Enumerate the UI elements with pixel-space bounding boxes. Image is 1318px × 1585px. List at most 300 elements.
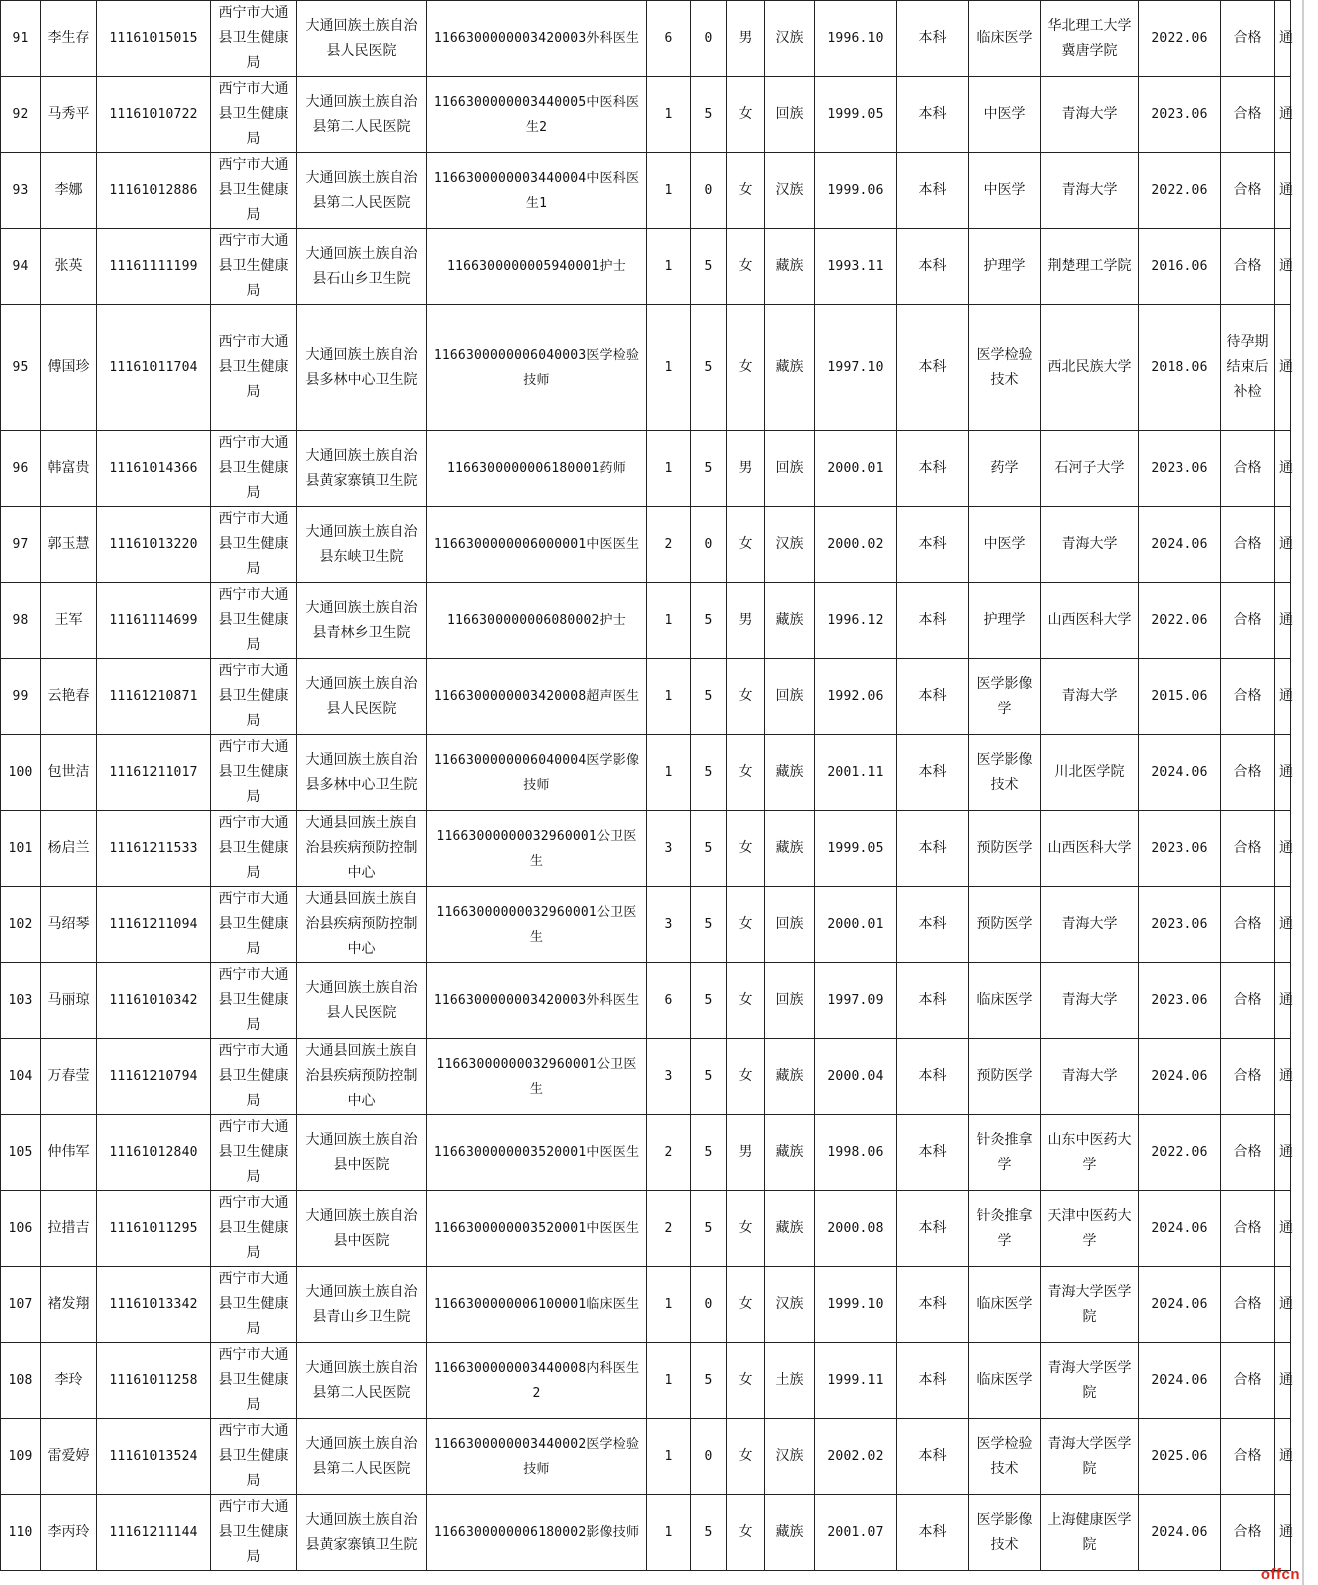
cell-education: 本科 — [897, 887, 969, 963]
cell-ethnicity: 回族 — [765, 659, 815, 735]
cell-truncated: 通 — [1275, 1495, 1291, 1571]
cell-graduation: 2024.06 — [1139, 1191, 1221, 1267]
cell-education: 本科 — [897, 1, 969, 77]
cell-unit: 大通回族土族自治县第二人民医院 — [297, 153, 427, 229]
cell-major: 针灸推拿学 — [969, 1191, 1041, 1267]
cell-post: 1166300000003440005中医科医生2 — [427, 77, 647, 153]
cell-seq: 100 — [1, 735, 41, 811]
cell-exam-no: 11161211094 — [97, 887, 211, 963]
cell-unit: 大通回族土族自治县第二人民医院 — [297, 77, 427, 153]
cell-post: 1166300000006000001中医医生 — [427, 507, 647, 583]
cell-unit: 大通回族土族自治县黄家寨镇卫生院 — [297, 1495, 427, 1571]
cell-department: 西宁市大通县卫生健康局 — [211, 1343, 297, 1419]
cell-exam-no: 11161013220 — [97, 507, 211, 583]
cell-major: 药学 — [969, 431, 1041, 507]
cell-school: 青海大学 — [1041, 659, 1139, 735]
cell-plan-count: 1 — [647, 431, 691, 507]
table-row — [1, 735, 1291, 811]
cell-exam-no: 11161211144 — [97, 1495, 211, 1571]
cell-unit: 大通县回族土族自治县疾病预防控制中心 — [297, 887, 427, 963]
cell-name: 李丙玲 — [41, 1495, 97, 1571]
cell-exam-no: 11161114699 — [97, 583, 211, 659]
cell-school: 山西医科大学 — [1041, 583, 1139, 659]
cell-truncated: 通 — [1275, 1039, 1291, 1115]
cell-major: 预防医学 — [969, 887, 1041, 963]
cell-check-result: 合格 — [1221, 1343, 1275, 1419]
cell-check-result: 合格 — [1221, 1419, 1275, 1495]
cell-extra-score: 5 — [691, 229, 727, 305]
cell-truncated: 通 — [1275, 1267, 1291, 1343]
cell-plan-count: 1 — [647, 1419, 691, 1495]
cell-graduation: 2023.06 — [1139, 887, 1221, 963]
cell-education: 本科 — [897, 811, 969, 887]
cell-graduation: 2023.06 — [1139, 963, 1221, 1039]
cell-unit: 大通回族土族自治县人民医院 — [297, 963, 427, 1039]
cell-name: 张英 — [41, 229, 97, 305]
cell-ethnicity: 汉族 — [765, 1, 815, 77]
cell-school: 青海大学 — [1041, 77, 1139, 153]
cell-check-result: 合格 — [1221, 507, 1275, 583]
cell-birth: 1992.06 — [815, 659, 897, 735]
cell-school: 青海大学医学院 — [1041, 1419, 1139, 1495]
cell-truncated: 通 — [1275, 229, 1291, 305]
cell-major: 针灸推拿学 — [969, 1115, 1041, 1191]
cell-exam-no: 11161014366 — [97, 431, 211, 507]
cell-exam-no: 11161012886 — [97, 153, 211, 229]
cell-name: 云艳春 — [41, 659, 97, 735]
cell-ethnicity: 藏族 — [765, 1115, 815, 1191]
cell-education: 本科 — [897, 229, 969, 305]
cell-post: 1166300000006100001临床医生 — [427, 1267, 647, 1343]
cell-gender: 女 — [727, 735, 765, 811]
cell-truncated: 通 — [1275, 1115, 1291, 1191]
cell-gender: 女 — [727, 963, 765, 1039]
cell-post: 1166300000006040003医学检验技师 — [427, 305, 647, 431]
cell-gender: 女 — [727, 1039, 765, 1115]
cell-birth: 1999.05 — [815, 77, 897, 153]
cell-school: 青海大学 — [1041, 963, 1139, 1039]
cell-department: 西宁市大通县卫生健康局 — [211, 1419, 297, 1495]
cell-extra-score: 5 — [691, 735, 727, 811]
cell-name: 李娜 — [41, 153, 97, 229]
cell-post: 1166300000003520001中医医生 — [427, 1191, 647, 1267]
cell-name: 雷爱婷 — [41, 1419, 97, 1495]
cell-department: 西宁市大通县卫生健康局 — [211, 735, 297, 811]
cell-education: 本科 — [897, 1343, 969, 1419]
cell-truncated: 通 — [1275, 305, 1291, 431]
cell-school: 青海大学 — [1041, 507, 1139, 583]
cell-education: 本科 — [897, 153, 969, 229]
cell-gender: 女 — [727, 1267, 765, 1343]
cell-school: 青海大学 — [1041, 887, 1139, 963]
cell-graduation: 2016.06 — [1139, 229, 1221, 305]
cell-birth: 2000.08 — [815, 1191, 897, 1267]
cell-major: 医学检验技术 — [969, 305, 1041, 431]
cell-department: 西宁市大通县卫生健康局 — [211, 1191, 297, 1267]
cell-education: 本科 — [897, 963, 969, 1039]
cell-graduation: 2024.06 — [1139, 1495, 1221, 1571]
cell-name: 马丽琼 — [41, 963, 97, 1039]
cell-exam-no: 11161011295 — [97, 1191, 211, 1267]
cell-education: 本科 — [897, 659, 969, 735]
cell-plan-count: 1 — [647, 77, 691, 153]
cell-graduation: 2024.06 — [1139, 1267, 1221, 1343]
cell-graduation: 2024.06 — [1139, 735, 1221, 811]
table-row — [1, 811, 1291, 887]
table-row — [1, 305, 1291, 431]
cell-education: 本科 — [897, 431, 969, 507]
cell-extra-score: 5 — [691, 1343, 727, 1419]
table-row — [1, 1495, 1291, 1571]
table-row — [1, 431, 1291, 507]
cell-school: 山东中医药大学 — [1041, 1115, 1139, 1191]
table-row — [1, 77, 1291, 153]
cell-graduation: 2025.06 — [1139, 1419, 1221, 1495]
cell-plan-count: 1 — [647, 153, 691, 229]
cell-exam-no: 11161013524 — [97, 1419, 211, 1495]
cell-post: 1166300000003420003外科医生 — [427, 1, 647, 77]
cell-unit: 大通回族土族自治县石山乡卫生院 — [297, 229, 427, 305]
cell-major: 临床医学 — [969, 1, 1041, 77]
cell-name: 褚发翔 — [41, 1267, 97, 1343]
cell-graduation: 2015.06 — [1139, 659, 1221, 735]
cell-department: 西宁市大通县卫生健康局 — [211, 963, 297, 1039]
cell-name: 李玲 — [41, 1343, 97, 1419]
cell-name: 仲伟军 — [41, 1115, 97, 1191]
cell-major: 临床医学 — [969, 963, 1041, 1039]
cell-truncated: 通 — [1275, 963, 1291, 1039]
cell-education: 本科 — [897, 735, 969, 811]
cell-name: 韩富贵 — [41, 431, 97, 507]
cell-extra-score: 0 — [691, 153, 727, 229]
cell-seq: 94 — [1, 229, 41, 305]
cell-birth: 2001.07 — [815, 1495, 897, 1571]
cell-birth: 1997.09 — [815, 963, 897, 1039]
table-row — [1, 659, 1291, 735]
cell-extra-score: 5 — [691, 1495, 727, 1571]
table-row — [1, 507, 1291, 583]
cell-exam-no: 11161210794 — [97, 1039, 211, 1115]
cell-name: 郭玉慧 — [41, 507, 97, 583]
cell-school: 青海大学医学院 — [1041, 1267, 1139, 1343]
cell-seq: 105 — [1, 1115, 41, 1191]
cell-seq: 97 — [1, 507, 41, 583]
watermark-logo: offcn — [1260, 1566, 1300, 1583]
cell-ethnicity: 回族 — [765, 77, 815, 153]
cell-check-result: 合格 — [1221, 229, 1275, 305]
cell-birth: 1996.10 — [815, 1, 897, 77]
cell-graduation: 2022.06 — [1139, 1115, 1221, 1191]
cell-check-result: 合格 — [1221, 811, 1275, 887]
cell-gender: 女 — [727, 811, 765, 887]
cell-ethnicity: 藏族 — [765, 305, 815, 431]
cell-education: 本科 — [897, 1419, 969, 1495]
cell-truncated: 通 — [1275, 811, 1291, 887]
cell-school: 西北民族大学 — [1041, 305, 1139, 431]
cell-seq: 99 — [1, 659, 41, 735]
cell-plan-count: 2 — [647, 507, 691, 583]
cell-ethnicity: 回族 — [765, 887, 815, 963]
cell-education: 本科 — [897, 77, 969, 153]
cell-graduation: 2024.06 — [1139, 1039, 1221, 1115]
cell-birth: 1993.11 — [815, 229, 897, 305]
cell-school: 石河子大学 — [1041, 431, 1139, 507]
cell-unit: 大通回族土族自治县东峡卫生院 — [297, 507, 427, 583]
cell-gender: 男 — [727, 1115, 765, 1191]
cell-seq: 103 — [1, 963, 41, 1039]
cell-unit: 大通回族土族自治县黄家寨镇卫生院 — [297, 431, 427, 507]
cell-ethnicity: 汉族 — [765, 1267, 815, 1343]
cell-extra-score: 5 — [691, 1115, 727, 1191]
cell-post: 1166300000006040004医学影像技师 — [427, 735, 647, 811]
cell-graduation: 2023.06 — [1139, 811, 1221, 887]
cell-extra-score: 5 — [691, 659, 727, 735]
cell-plan-count: 1 — [647, 583, 691, 659]
cell-extra-score: 0 — [691, 1419, 727, 1495]
cell-extra-score: 0 — [691, 1267, 727, 1343]
cell-exam-no: 11161013342 — [97, 1267, 211, 1343]
cell-education: 本科 — [897, 1039, 969, 1115]
cell-major: 护理学 — [969, 229, 1041, 305]
cell-extra-score: 5 — [691, 1191, 727, 1267]
cell-check-result: 待孕期结束后补检 — [1221, 305, 1275, 431]
cell-birth: 1999.05 — [815, 811, 897, 887]
cell-education: 本科 — [897, 1115, 969, 1191]
cell-school: 天津中医药大学 — [1041, 1191, 1139, 1267]
cell-truncated: 通 — [1275, 153, 1291, 229]
cell-truncated: 通 — [1275, 1, 1291, 77]
cell-education: 本科 — [897, 583, 969, 659]
cell-post: 1166300000003420008超声医生 — [427, 659, 647, 735]
cell-truncated: 通 — [1275, 1191, 1291, 1267]
cell-post: 1166300000006180001药师 — [427, 431, 647, 507]
cell-extra-score: 5 — [691, 887, 727, 963]
cell-school: 荆楚理工学院 — [1041, 229, 1139, 305]
cell-education: 本科 — [897, 305, 969, 431]
cell-unit: 大通回族土族自治县人民医院 — [297, 659, 427, 735]
cell-plan-count: 1 — [647, 1267, 691, 1343]
cell-ethnicity: 回族 — [765, 963, 815, 1039]
cell-ethnicity: 汉族 — [765, 153, 815, 229]
cell-exam-no: 11161211533 — [97, 811, 211, 887]
cell-truncated: 通 — [1275, 507, 1291, 583]
cell-graduation: 2023.06 — [1139, 431, 1221, 507]
table-row — [1, 1, 1291, 77]
cell-major: 医学影像技术 — [969, 735, 1041, 811]
cell-unit: 大通县回族土族自治县疾病预防控制中心 — [297, 811, 427, 887]
cell-gender: 女 — [727, 77, 765, 153]
cell-post: 1166300000003440002医学检验技师 — [427, 1419, 647, 1495]
cell-department: 西宁市大通县卫生健康局 — [211, 77, 297, 153]
cell-unit: 大通回族土族自治县第二人民医院 — [297, 1419, 427, 1495]
cell-name: 万春莹 — [41, 1039, 97, 1115]
cell-unit: 大通回族土族自治县青山乡卫生院 — [297, 1267, 427, 1343]
cell-plan-count: 3 — [647, 1039, 691, 1115]
table-row — [1, 1115, 1291, 1191]
cell-major: 医学影像学 — [969, 659, 1041, 735]
cell-seq: 95 — [1, 305, 41, 431]
cell-unit: 大通回族土族自治县多林中心卫生院 — [297, 305, 427, 431]
cell-plan-count: 1 — [647, 229, 691, 305]
cell-gender: 男 — [727, 1, 765, 77]
cell-check-result: 合格 — [1221, 153, 1275, 229]
cell-graduation: 2024.06 — [1139, 1343, 1221, 1419]
cell-extra-score: 5 — [691, 77, 727, 153]
cell-exam-no: 11161011704 — [97, 305, 211, 431]
table-row — [1, 583, 1291, 659]
cell-check-result: 合格 — [1221, 887, 1275, 963]
cell-check-result: 合格 — [1221, 963, 1275, 1039]
cell-name: 杨启兰 — [41, 811, 97, 887]
cell-truncated: 通 — [1275, 583, 1291, 659]
cell-post: 1166300000006080002护士 — [427, 583, 647, 659]
cell-exam-no: 11161211017 — [97, 735, 211, 811]
cell-major: 护理学 — [969, 583, 1041, 659]
cell-plan-count: 2 — [647, 1115, 691, 1191]
cell-check-result: 合格 — [1221, 583, 1275, 659]
cell-school: 上海健康医学院 — [1041, 1495, 1139, 1571]
scroll-edge-divider — [1302, 0, 1304, 1585]
cell-name: 马绍琴 — [41, 887, 97, 963]
cell-seq: 92 — [1, 77, 41, 153]
cell-education: 本科 — [897, 1191, 969, 1267]
cell-name: 马秀平 — [41, 77, 97, 153]
cell-post: 1166300000005940001护士 — [427, 229, 647, 305]
cell-check-result: 合格 — [1221, 77, 1275, 153]
cell-name: 拉措吉 — [41, 1191, 97, 1267]
cell-seq: 109 — [1, 1419, 41, 1495]
cell-seq: 93 — [1, 153, 41, 229]
cell-post: 1166300000003440008内科医生2 — [427, 1343, 647, 1419]
cell-major: 医学检验技术 — [969, 1419, 1041, 1495]
cell-department: 西宁市大通县卫生健康局 — [211, 431, 297, 507]
cell-truncated: 通 — [1275, 1419, 1291, 1495]
cell-unit: 大通县回族土族自治县疾病预防控制中心 — [297, 1039, 427, 1115]
cell-unit: 大通回族土族自治县中医院 — [297, 1191, 427, 1267]
table-row — [1, 1039, 1291, 1115]
cell-gender: 男 — [727, 583, 765, 659]
cell-department: 西宁市大通县卫生健康局 — [211, 153, 297, 229]
cell-extra-score: 0 — [691, 1, 727, 77]
cell-gender: 男 — [727, 431, 765, 507]
cell-truncated: 通 — [1275, 659, 1291, 735]
cell-major: 中医学 — [969, 77, 1041, 153]
cell-extra-score: 5 — [691, 305, 727, 431]
cell-extra-score: 0 — [691, 507, 727, 583]
cell-extra-score: 5 — [691, 583, 727, 659]
cell-post: 1166300000003296000​1公卫医生 — [427, 887, 647, 963]
cell-gender: 女 — [727, 887, 765, 963]
cell-extra-score: 5 — [691, 811, 727, 887]
table-row — [1, 1419, 1291, 1495]
cell-seq: 102 — [1, 887, 41, 963]
cell-gender: 女 — [727, 1495, 765, 1571]
cell-department: 西宁市大通县卫生健康局 — [211, 811, 297, 887]
cell-exam-no: 11161015015 — [97, 1, 211, 77]
cell-gender: 女 — [727, 1191, 765, 1267]
cell-graduation: 2022.06 — [1139, 1, 1221, 77]
cell-seq: 106 — [1, 1191, 41, 1267]
cell-department: 西宁市大通县卫生健康局 — [211, 583, 297, 659]
cell-graduation: 2018.06 — [1139, 305, 1221, 431]
cell-ethnicity: 回族 — [765, 431, 815, 507]
cell-school: 川北医学院 — [1041, 735, 1139, 811]
cell-department: 西宁市大通县卫生健康局 — [211, 305, 297, 431]
cell-ethnicity: 藏族 — [765, 1495, 815, 1571]
cell-plan-count: 3 — [647, 811, 691, 887]
cell-ethnicity: 藏族 — [765, 583, 815, 659]
cell-plan-count: 2 — [647, 1191, 691, 1267]
cell-education: 本科 — [897, 507, 969, 583]
cell-major: 预防医学 — [969, 811, 1041, 887]
cell-school: 青海大学医学院 — [1041, 1343, 1139, 1419]
cell-ethnicity: 汉族 — [765, 1419, 815, 1495]
cell-name: 王军 — [41, 583, 97, 659]
cell-education: 本科 — [897, 1267, 969, 1343]
cell-plan-count: 1 — [647, 735, 691, 811]
cell-department: 西宁市大通县卫生健康局 — [211, 659, 297, 735]
cell-seq: 107 — [1, 1267, 41, 1343]
cell-graduation: 2022.06 — [1139, 153, 1221, 229]
cell-school: 青海大学 — [1041, 153, 1139, 229]
cell-plan-count: 6 — [647, 1, 691, 77]
cell-check-result: 合格 — [1221, 1191, 1275, 1267]
cell-department: 西宁市大通县卫生健康局 — [211, 1039, 297, 1115]
cell-exam-no: 11161010342 — [97, 963, 211, 1039]
cell-post: 1166300000003296000​1公卫医生 — [427, 1039, 647, 1115]
cell-plan-count: 3 — [647, 887, 691, 963]
cell-check-result: 合格 — [1221, 735, 1275, 811]
cell-department: 西宁市大通县卫生健康局 — [211, 1, 297, 77]
cell-birth: 2002.02 — [815, 1419, 897, 1495]
cell-post: 1166300000003420003外科医生 — [427, 963, 647, 1039]
cell-birth: 1999.06 — [815, 153, 897, 229]
cell-major: 中医学 — [969, 153, 1041, 229]
cell-school: 华北理工大学冀唐学院 — [1041, 1, 1139, 77]
cell-unit: 大通回族土族自治县多林中心卫生院 — [297, 735, 427, 811]
cell-seq: 101 — [1, 811, 41, 887]
cell-birth: 1996.12 — [815, 583, 897, 659]
cell-ethnicity: 汉族 — [765, 507, 815, 583]
cell-check-result: 合格 — [1221, 1039, 1275, 1115]
cell-birth: 2001.11 — [815, 735, 897, 811]
cell-major: 临床医学 — [969, 1267, 1041, 1343]
cell-ethnicity: 藏族 — [765, 229, 815, 305]
cell-gender: 女 — [727, 1343, 765, 1419]
cell-unit: 大通回族土族自治县青林乡卫生院 — [297, 583, 427, 659]
cell-graduation: 2024.06 — [1139, 507, 1221, 583]
cell-department: 西宁市大通县卫生健康局 — [211, 1115, 297, 1191]
cell-gender: 女 — [727, 1419, 765, 1495]
cell-ethnicity: 藏族 — [765, 1191, 815, 1267]
cell-birth: 2000.01 — [815, 431, 897, 507]
cell-birth: 1999.11 — [815, 1343, 897, 1419]
cell-department: 西宁市大通县卫生健康局 — [211, 1267, 297, 1343]
cell-department: 西宁市大通县卫生健康局 — [211, 229, 297, 305]
cell-seq: 96 — [1, 431, 41, 507]
cell-gender: 女 — [727, 229, 765, 305]
cell-school: 青海大学 — [1041, 1039, 1139, 1115]
cell-plan-count: 1 — [647, 659, 691, 735]
cell-truncated: 通 — [1275, 431, 1291, 507]
cell-birth: 2000.04 — [815, 1039, 897, 1115]
cell-seq: 110 — [1, 1495, 41, 1571]
cell-major: 预防医学 — [969, 1039, 1041, 1115]
cell-gender: 女 — [727, 507, 765, 583]
cell-post: 1166300000003520001中医医生 — [427, 1115, 647, 1191]
cell-seq: 91 — [1, 1, 41, 77]
cell-department: 西宁市大通县卫生健康局 — [211, 1495, 297, 1571]
